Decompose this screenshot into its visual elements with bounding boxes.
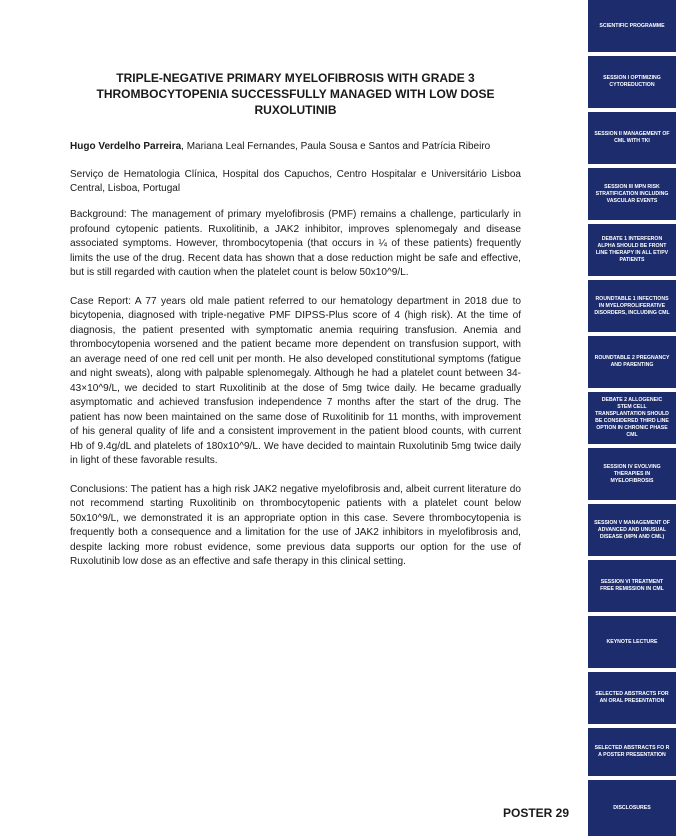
lead-author: Hugo Verdelho Parreira [70, 141, 182, 152]
poster-number: POSTER 29 [503, 806, 570, 820]
sidebar-nav-item[interactable]: SESSION IV EVOLVING THERAPIES IN MYELOFIBROSIS [588, 448, 676, 500]
sidebar-nav-item[interactable]: DEBATE 2 ALLOGENEIC STEM CELL TRANSPLANTATION SHOULD BE CONSIDERED THIRD LINE OPTION IN CHRONIC PHASE CML [588, 392, 676, 444]
coauthors: , Mariana Leal Fernandes, Paula Sousa e Santos and Patrícia Ribeiro [181, 141, 491, 152]
case-report-paragraph: Case Report: A 77 years old male patient referred to our hematology department in 2018 due to bicytopenia, diagnosed with triple-negative PMF DIPSS-Plus score of 4 (high risk). At the time of diagnosis, the patient presented with symptomatic anemia requiring transfusion. Anemia and thrombocytopenia worsened and the patient became more dependent on transfusion support, with an average need of one red cell unit per month. He also developed constitutional symptoms (fatigue and night sweats), along with palpable splenomegaly. Although he had a platelet count between 34-43×10^9/L, we decided to start Ruxolitinib at the dose of 5mg twice daily. He became gradually asymptomatic and achieved transfusion independence 7 months after the start of the drug. The patient has now been maintained on the same dose of Ruxolitinib for 11 months, with improvement of his general quality of life and a consistent improvement in the patient blood counts, with current Hb of 9.4g/dL and platelets of 180x10^9/L. We have decided to maintain Ruxolutinib 5mg twice daily in light of these favorable results. [70, 295, 521, 466]
author-list [70, 140, 521, 154]
sidebar-nav-item[interactable]: SELECTED ABSTRACTS FO R A POSTER PRESENTATION [588, 728, 676, 776]
sidebar-nav-item[interactable]: ROUNDTABLE 1 INFECTIONS IN MYELOPROLIFERATIVE DISORDERS, INCLUDING CML [588, 280, 676, 332]
sidebar-nav-item[interactable]: SCIENTIFIC PROGRAMME [588, 0, 676, 52]
sidebar-nav-item[interactable]: KEYNOTE LECTURE [588, 616, 676, 668]
background-paragraph: Background: The management of primary myelofibrosis (PMF) remains a challenge, particularly in profound cytopenic patients. Ruxolitinib, a JAK2 inhibitor, improves splenomegaly and disease associated symptoms. However, thrombocytopenia (that occurs in ¼ of these patients) frequently limits the use of the drug. Recent data has shown that a dose reduction might be safe and effective, but is still regarded with caution when the platelet count is below 50x10^9/L. [70, 209, 521, 278]
sidebar-nav-item[interactable]: SESSION III MPN RISK STRATIFICATION INCLUDING VASCULAR EVENTS [588, 168, 676, 220]
sidebar-nav-item[interactable]: SELECTED ABSTRACTS FOR AN ORAL PRESENTATION [588, 672, 676, 724]
affiliation: Serviço de Hematologia Clínica, Hospital dos Capuchos, Centro Hospitalar e Universitário Lisboa Central, Lisboa, Portugal [70, 169, 521, 194]
abstract-title: TRIPLE-NEGATIVE PRIMARY MYELOFIBROSIS WITH GRADE 3 THROMBOCYTOPENIA SUCCESSFULLY MANAGED WITH LOW DOSE RUXOLUTINIB [96, 71, 495, 117]
conclusions-paragraph: Conclusions: The patient has a high risk JAK2 negative myelofibrosis and, albeit current literature do not recommend starting Ruxolitinib on thrombocytopenic patients with a platelet count below 50x10^9/L, we demonstrated it is an appropriate option in this case. Severe thrombocytopenia is frequently both a consequence and a limitation for the use of JAK2 inhibitors in myelofibrosis and, despite lacking more robust evidence, some previous data supports our option for the use of Ruxolutinib low dose as an effective and safe therapy in this clinical setting. [70, 483, 521, 567]
sidebar-nav-item[interactable]: DEBATE 1 INTERFERON ALPHA SHOULD BE FRONT LINE THERAPY IN ALL ET/PV PATIENTS [588, 224, 676, 276]
sidebar-nav-item[interactable]: SESSION V MANAGEMENT OF ADVANCED AND UNUSUAL DISEASE (MPN AND CML) [588, 504, 676, 556]
sidebar-nav-item[interactable]: SESSION VI TREATMENT FREE REMISSION IN CML [588, 560, 676, 612]
section-nav-sidebar [588, 0, 676, 836]
sidebar-nav-item[interactable]: SESSION I OPTIMIZING CYTOREDUCTION [588, 56, 676, 108]
abstract-content [70, 70, 521, 584]
sidebar-nav-item[interactable]: SESSION II MANAGEMENT OF CML WITH TKI [588, 112, 676, 164]
sidebar-nav-item[interactable]: DISCLOSURES [588, 780, 676, 836]
sidebar-nav-item[interactable]: ROUNDTABLE 2 PREGNANCY AND PARENTING [588, 336, 676, 388]
